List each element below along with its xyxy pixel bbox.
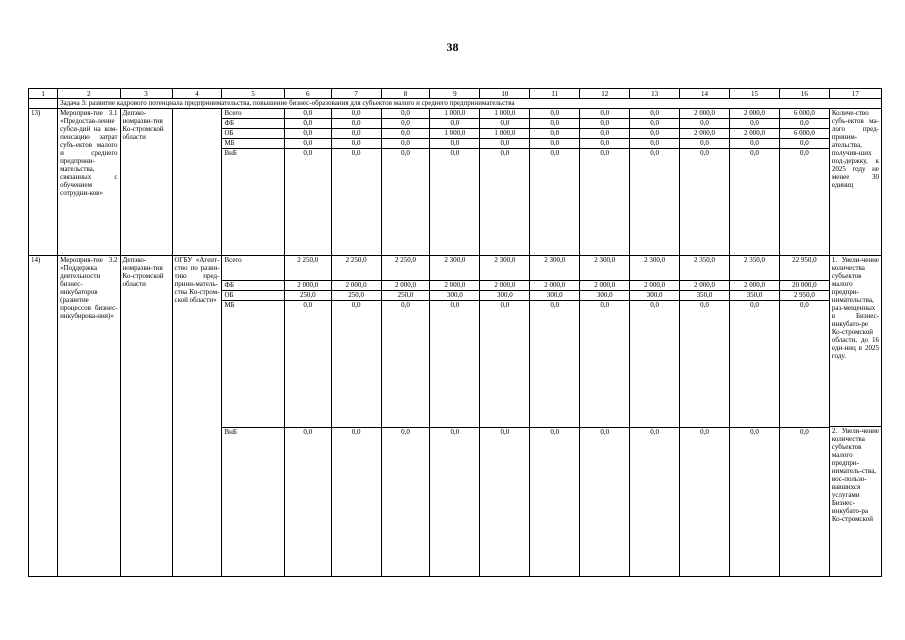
value-cell: [680, 256, 730, 577]
value-cell: [630, 256, 680, 577]
value-cell: [779, 256, 829, 577]
value: 0,0: [580, 139, 629, 149]
source-label: Всего: [222, 256, 283, 281]
value: 0,0: [430, 119, 479, 129]
value: 6 000,0: [780, 109, 829, 119]
value: 0,0: [285, 139, 331, 149]
value: 300,0: [580, 291, 629, 301]
participant: [172, 109, 222, 256]
value: 2 950,0: [780, 291, 829, 301]
value: 2 000,0: [680, 129, 729, 139]
table-row: [29, 109, 882, 256]
col-header: 6: [284, 89, 331, 99]
participant: ОГБУ «Агент-ство по разви-тию пред-прини-матель-ства Ко-стром-ской области»: [172, 256, 222, 577]
value: 0,0: [700, 428, 709, 436]
value: 2 250,0: [382, 256, 430, 281]
value: 2 300,0: [430, 256, 479, 281]
value: 0,0: [382, 109, 430, 119]
value: 2 000,0: [680, 281, 729, 291]
value: 2 000,0: [730, 281, 779, 291]
value: 0,0: [351, 149, 361, 157]
value: 0,0: [285, 301, 331, 428]
value: 0,0: [285, 129, 331, 139]
value: 0,0: [650, 428, 659, 436]
source-list: [222, 109, 283, 255]
value-cell: [430, 109, 480, 256]
source-label: ФБ: [222, 281, 283, 291]
value: 0,0: [550, 149, 560, 157]
source-list: [222, 256, 283, 576]
value: 2 300,0: [580, 256, 629, 281]
value: 0,0: [630, 139, 679, 149]
source-label: Всего: [222, 109, 283, 119]
value: 6 000,0: [780, 129, 829, 139]
value-cell: [331, 109, 381, 256]
result-1: 1. Увели-чение количества субъектов малого предпри-нимательства, раз-мещенных в Бизнес-инкубато-ре Ко-стромской области, до 16 еди-ниц в 2025 году.: [831, 256, 879, 360]
value: 0,0: [285, 119, 331, 129]
executor: Депэко-номразви-тия Ко-стромской области: [120, 109, 172, 256]
value-cell: [331, 256, 381, 577]
funding-source: [222, 109, 284, 256]
value: 2 000,0: [285, 281, 331, 291]
source-label: ОБ: [222, 291, 283, 301]
value-cell: [730, 109, 780, 256]
value-cell: [480, 256, 530, 577]
value: 2 350,0: [680, 256, 729, 281]
value: 1 000,0: [480, 129, 529, 139]
value: 2 000,0: [730, 109, 779, 119]
value: 0,0: [500, 149, 510, 157]
value: 0,0: [530, 109, 579, 119]
value: 300,0: [430, 291, 479, 301]
value: 20 000,0: [780, 281, 829, 291]
result-2: 2. Увели-чение количества субъектов малого предпри-ниматель-ства, вос-пользо-вавшихся услугами Бизнес-инкубато-ра Ко-стромской: [831, 427, 879, 523]
result-text: [829, 256, 881, 577]
value-cell: [680, 109, 730, 256]
value: 2 000,0: [332, 281, 381, 291]
value: 0,0: [480, 139, 529, 149]
value: 1 000,0: [430, 109, 479, 119]
value: 0,0: [303, 149, 313, 157]
source-label: ОБ: [222, 129, 283, 139]
value: 2 300,0: [480, 256, 529, 281]
value: 0,0: [580, 301, 629, 428]
value: 1 000,0: [430, 129, 479, 139]
col-header: 10: [480, 89, 530, 99]
value: 0,0: [580, 109, 629, 119]
col-header: 4: [172, 89, 222, 99]
value: 0,0: [382, 139, 430, 149]
value-cell: [284, 256, 331, 577]
value: 0,0: [680, 119, 729, 129]
value: 250,0: [332, 291, 381, 301]
value: 22 950,0: [780, 256, 829, 281]
funding-source: [222, 256, 284, 577]
col-header: 7: [331, 89, 381, 99]
value-cell: [730, 256, 780, 577]
value: 0,0: [630, 109, 679, 119]
value: 0,0: [332, 301, 381, 428]
value: 0,0: [730, 301, 779, 428]
value: 0,0: [550, 428, 560, 436]
value: 0,0: [401, 428, 410, 436]
col-header: 2: [58, 89, 120, 99]
page-number: 38: [446, 40, 459, 54]
value: 0,0: [650, 149, 659, 157]
value: 0,0: [530, 139, 579, 149]
value: 0,0: [303, 428, 313, 436]
source-label: ВнБ: [224, 428, 237, 436]
row-number: 14): [29, 256, 58, 577]
result-text: Количе-ство субъ-ектов ма-лого пред-приним-ательства, получив-ших под-держку, к 2025 году не менее 30 единиц: [829, 109, 881, 256]
value-cell: [580, 109, 630, 256]
value: 250,0: [285, 291, 331, 301]
program-table: [28, 88, 882, 577]
value: 0,0: [382, 301, 430, 428]
source-label: ВнБ: [224, 149, 237, 157]
value: 0,0: [450, 149, 460, 157]
value: 0,0: [580, 119, 629, 129]
value: 0,0: [750, 149, 759, 157]
value: 0,0: [401, 149, 410, 157]
value: 0,0: [730, 119, 779, 129]
value: 0,0: [730, 139, 779, 149]
task-row: [29, 99, 882, 109]
value-cell: [580, 256, 630, 577]
col-header: 3: [120, 89, 172, 99]
value: 2 000,0: [680, 109, 729, 119]
value-cell: [630, 109, 680, 256]
task-title: Задача 3: развитие кадрового потенциала предпринимательства, повышение бизнес-образования для субъектов малого и среднего предпринимательства: [58, 99, 882, 109]
col-header: 16: [779, 89, 829, 99]
table-row: [29, 256, 882, 577]
value: 0,0: [430, 301, 479, 428]
header-row: [29, 89, 882, 99]
value: 0,0: [382, 129, 430, 139]
value: 2 000,0: [730, 129, 779, 139]
value: 2 350,0: [730, 256, 779, 281]
value: 0,0: [480, 301, 529, 428]
value: 0,0: [382, 119, 430, 129]
activity-name: Мероприя-тие 3.1 «Предостав-ление субси-дий на ком-пенсацию затрат субъ-ектов малого и среднего предприни-мательства, связанных с обучением сотрудни-ков»: [58, 109, 120, 256]
col-header: 1: [29, 89, 58, 99]
value: 2 000,0: [580, 281, 629, 291]
value: 0,0: [600, 428, 610, 436]
value: 2 000,0: [430, 281, 479, 291]
value: 0,0: [630, 119, 679, 129]
col-header: 14: [680, 89, 730, 99]
value: 0,0: [332, 109, 381, 119]
source-label: МБ: [222, 139, 283, 149]
value: 0,0: [332, 139, 381, 149]
col-header: 8: [381, 89, 430, 99]
value-cell: [284, 109, 331, 256]
value: 0,0: [332, 119, 381, 129]
value: 0,0: [450, 428, 460, 436]
value: 2 000,0: [480, 281, 529, 291]
value: 0,0: [351, 428, 361, 436]
value-cell: [779, 109, 829, 256]
value-cell: [381, 256, 430, 577]
value: 0,0: [500, 428, 510, 436]
col-header: 17: [829, 89, 881, 99]
value: 0,0: [800, 428, 809, 436]
value: 2 000,0: [630, 281, 679, 291]
value: 0,0: [700, 149, 709, 157]
value: 0,0: [600, 149, 610, 157]
value: 0,0: [530, 119, 579, 129]
value: 2 000,0: [382, 281, 430, 291]
value-cell: [430, 256, 480, 577]
col-header: 5: [222, 89, 284, 99]
value: 0,0: [285, 109, 331, 119]
value: 0,0: [780, 301, 829, 428]
value-cell: [381, 109, 430, 256]
value: 2 300,0: [630, 256, 679, 281]
value: 1 000,0: [480, 109, 529, 119]
value: 2 000,0: [530, 281, 579, 291]
activity-name: Мероприя-тие 3.2 «Поддержка деятельности бизнес-инкубаторов (развитие процессов бизнес-инкубирова-ния)»: [58, 256, 120, 577]
executor: Депэко-номразви-тия Ко-стромской области: [120, 256, 172, 577]
value-cell: [480, 109, 530, 256]
col-header: 12: [580, 89, 630, 99]
value: 250,0: [382, 291, 430, 301]
source-label: МБ: [222, 301, 283, 428]
value: 350,0: [730, 291, 779, 301]
col-header: 15: [730, 89, 780, 99]
value: 2 250,0: [285, 256, 331, 281]
value: 0,0: [680, 139, 729, 149]
value: 0,0: [680, 301, 729, 428]
value: 0,0: [800, 149, 809, 157]
value: 300,0: [530, 291, 579, 301]
value: 350,0: [680, 291, 729, 301]
value: 2 300,0: [530, 256, 579, 281]
value: 0,0: [780, 119, 829, 129]
col-header: 9: [430, 89, 480, 99]
value: 0,0: [480, 119, 529, 129]
value: 300,0: [630, 291, 679, 301]
col-header: 13: [630, 89, 680, 99]
value: 0,0: [630, 129, 679, 139]
value: 0,0: [750, 428, 759, 436]
value: 2 250,0: [332, 256, 381, 281]
value: 300,0: [480, 291, 529, 301]
source-label: ФБ: [222, 119, 283, 129]
value-cell: [530, 256, 580, 577]
value-cell: [530, 109, 580, 256]
value: 0,0: [530, 301, 579, 428]
value: 0,0: [430, 139, 479, 149]
row-number: 13): [29, 109, 58, 256]
value: 0,0: [630, 301, 679, 428]
value: 0,0: [332, 129, 381, 139]
col-header: 11: [530, 89, 580, 99]
value: 0,0: [530, 129, 579, 139]
value: 0,0: [780, 139, 829, 149]
value: 0,0: [580, 129, 629, 139]
